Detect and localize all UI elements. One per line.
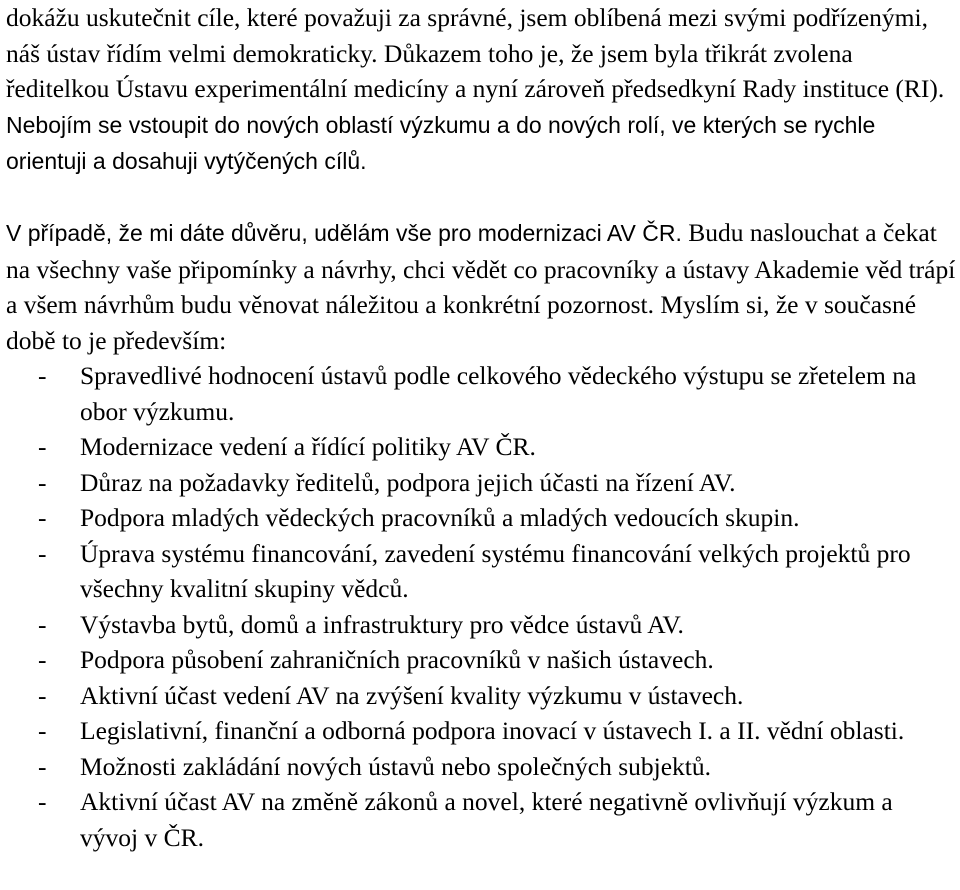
list-item [6, 713, 956, 749]
bullet-dash: - [38, 680, 47, 710]
paragraph-intro [6, 0, 956, 180]
bullet-dash: - [38, 432, 47, 461]
bullet-dash: - [38, 716, 47, 745]
list-item-text: Důraz na požadavky ředitelů, podpora jejich účasti na řízení AV. [80, 467, 736, 497]
list-item [6, 536, 956, 607]
list-item-text: Podpora mladých vědeckých pracovníků a mladých vedoucích skupin. [80, 503, 800, 532]
list-item [6, 749, 956, 785]
bullet-dash: - [38, 361, 47, 390]
list-item [6, 607, 956, 643]
paragraph-proposal-sans-text: V případě, že mi dáte důvěru, udělám vše pro modernizaci AV ČR. [6, 220, 682, 246]
list-item-text: Spravedlivé hodnocení ústavů podle celkového vědeckého výstupu se zřetelem na obor výzkumu. [80, 361, 917, 426]
paragraph-spacer [6, 180, 956, 216]
list-item [6, 784, 956, 855]
list-item-text: Podpora působení zahraničních pracovníků v našich ústavech. [80, 645, 714, 674]
paragraph-proposal [6, 215, 956, 358]
bullet-dash: - [38, 538, 47, 568]
bullet-dash: - [38, 503, 47, 532]
list-item [6, 642, 956, 678]
list-item-text: Legislativní, finanční a odborná podpora inovací v ústavech I. a II. vědní oblasti. [80, 716, 905, 745]
list-item-text: Aktivní účast AV na změně zákonů a novel, které negativně ovlivňují výzkum a vývoj v ČR. [80, 787, 893, 852]
list-item-text: Výstavba bytů, domů a infrastruktury pro vědce ústavů AV. [80, 609, 684, 639]
bullet-dash: - [38, 645, 47, 674]
list-item [6, 465, 956, 501]
list-item [6, 678, 956, 714]
document-page [6, 0, 956, 855]
bullet-dash: - [38, 787, 47, 816]
paragraph-intro-sans-text: Nebojím se vstoupit do nových oblastí výzkumu a do nových rolí, ve kterých se rychle orientuji a dosahuji vytýčených cílů. [6, 111, 876, 174]
list-item-text: Aktivní účast vedení AV na zvýšení kvality výzkumu v ústavech. [80, 680, 744, 710]
paragraph-intro-serif-text: dokážu uskutečnit cíle, které považuji za správné, jsem oblíbená mezi svými podřízenými, náš ústav řídím velmi demokraticky. Důkazem toho je, že jsem byla třikrát zvolena ředitelkou Ústavu experimentální medicíny a nyní zároveň předsedkyní Rady instituce (RI). [6, 3, 945, 103]
list-item [6, 429, 956, 465]
bullet-dash: - [38, 751, 47, 781]
priority-list [6, 358, 956, 855]
list-item-text: Možnosti zakládání nových ústavů nebo společných subjektů. [80, 751, 711, 781]
bullet-dash: - [38, 609, 47, 639]
bullet-dash: - [38, 467, 47, 497]
list-item-text: Modernizace vedení a řídící politiky AV ČR. [80, 432, 536, 461]
paragraph-proposal-serif-text: Budu naslouchat a čekat na všechny vaše připomínky a návrhy, chci vědět co pracovníky a ústavy Akademie věd trápí a všem návrhům budu věnovat náležitou a konkrétní pozornost. Myslím si, že v současné době to je především: [6, 218, 956, 355]
list-item [6, 500, 956, 536]
list-item-text: Úprava systému financování, zavedení systému financování velkých projektů pro všechny kvalitní skupiny vědců. [80, 538, 911, 603]
list-item [6, 358, 956, 429]
